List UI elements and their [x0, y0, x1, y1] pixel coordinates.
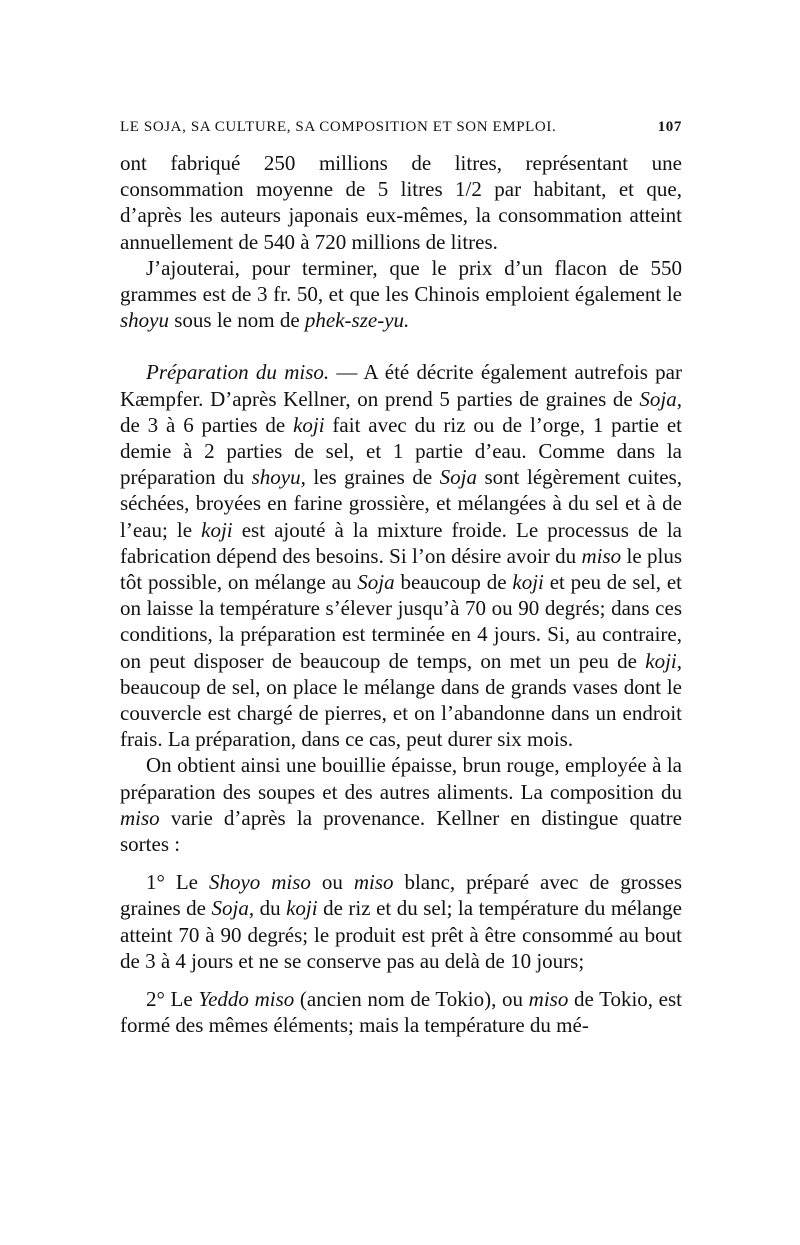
paragraph-price [120, 255, 682, 334]
text-run: de Tokio, est formé des mêmes éléments; mais la température du mé- [120, 987, 683, 1038]
text-run: et peu de sel, et on laisse la température s’élever jusqu’à 70 ou 90 degrés; dans ces conditions, la préparation est terminée en 4 jours. Si, au contraire, on peut disposer de beaucoup de temps, on met un peu de [120, 570, 682, 673]
text-run: blanc, préparé avec de grosses graines de [120, 870, 683, 921]
text-run: (ancien nom de Tokio), ou [294, 987, 529, 1012]
italic-term: koji, [645, 648, 682, 673]
text-run: sont légèrement cuites, séchées, broyées en farine grossière, et mélangées à du sel et à de l’eau; le [120, 465, 682, 542]
italic-term: miso [120, 805, 160, 830]
text-run: du [254, 896, 287, 921]
body-text [120, 150, 682, 1039]
text-run: sous le nom de [169, 308, 305, 333]
italic-term: koji [293, 412, 325, 437]
text-run: est ajouté à la mixture froide. Le processus de la fabrication dépend des besoins. Si l’on désire avoir du [120, 517, 682, 568]
italic-term: koji [201, 517, 233, 542]
italic-term: Préparation du miso. [146, 360, 330, 385]
list-item-yeddo-miso [120, 986, 682, 1038]
italic-term: koji [512, 570, 544, 595]
text-run: beaucoup de [394, 570, 513, 595]
italic-term: Soja, [639, 386, 682, 411]
paragraph-continuation [120, 150, 682, 255]
text-run: 1° Le [146, 870, 209, 895]
text-run: ont fabriqué 250 millions de litres, représentant une consommation moyenne de 5 litres 1/2 par habitant, et que, d’après les auteurs japonais eux-mêmes, la consommation atteint annuellement de 540 à 720 millions de litres. [120, 151, 682, 254]
paragraph-bouillie [120, 752, 682, 857]
italic-term: Soja, [211, 896, 255, 921]
text-run: de riz et du sel; la température du mélange atteint 70 à 90 degrés; le produit est prêt à être consommé au bout de 3 à 4 jours et ne se conserve pas au delà de 10 jours; [120, 896, 682, 973]
italic-term: miso [528, 987, 569, 1012]
text-run: ou [310, 870, 354, 895]
text-run: 2° Le [146, 987, 199, 1012]
text-run: fait avec du riz ou de l’orge, 1 partie et demie à 2 parties de sel, et 1 partie d’eau. Comme dans la préparation du [120, 412, 682, 490]
text-run: beaucoup de sel, on place le mélange dans de grands vases dont le couvercle est chargé de pierres, et on l’abandonne dans un endroit frais. La préparation, dans ce cas, peut durer six mois. [120, 674, 682, 752]
running-title: LE SOJA, SA CULTURE, SA COMPOSITION ET SON EMPLOI. [120, 119, 557, 135]
text-run: de 3 à 6 parties de [120, 412, 294, 437]
text-run: J’ajouterai, pour terminer, que le prix d’un flacon de 550 grammes est de 3 fr. 50, et que les Chinois emploient également le [120, 255, 682, 307]
italic-term: miso [353, 870, 394, 895]
text-run: On obtient ainsi une bouillie épaisse, brun rouge, employée à la préparation des soupes et des autres aliments. La composition du [120, 753, 682, 804]
text-run: le plus tôt possible, on mélange au [120, 543, 683, 595]
italic-term: Shoyo miso [208, 870, 311, 895]
italic-term: shoyu [120, 308, 169, 333]
italic-term: koji [286, 896, 318, 921]
page-number: 107 [657, 119, 682, 135]
text-run: les graines de [305, 465, 440, 490]
text-run: — A été décrite également autrefois par Kæmpfer. D’après Kellner, on prend 5 parties de graines de [120, 360, 682, 411]
italic-term: Soja [357, 570, 395, 595]
list-item-shoyo-miso [120, 869, 682, 974]
italic-term: Soja [439, 465, 477, 490]
text-run: varie d’après la provenance. Kellner en distingue quatre sortes : [120, 805, 682, 857]
italic-term: phek-sze-yu. [304, 308, 410, 333]
paragraph-miso-preparation [120, 359, 682, 752]
italic-term: Yeddo miso [198, 987, 295, 1012]
italic-term: shoyu, [251, 465, 306, 490]
italic-term: miso [581, 543, 622, 568]
